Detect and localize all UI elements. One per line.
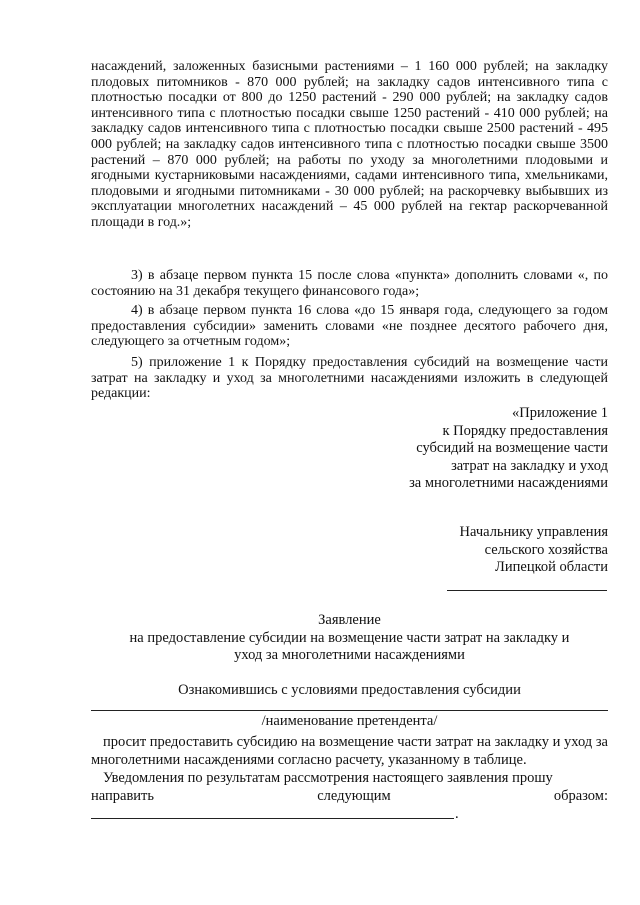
- appendix-header: [409, 405, 608, 493]
- title-line-3: уход за многолетними насаждениями: [234, 647, 465, 663]
- request-text: просит предоставить субсидию на возмещение части затрат на закладку и уход за многолетними насаждениями согласно расчету, указанному в таблице.: [91, 734, 608, 768]
- addressee-block: [460, 524, 608, 577]
- appendix-line-4: затрат на закладку и уход: [451, 457, 608, 474]
- paragraph-item-5: 5) приложение 1 к Порядку предоставления субсидий на возмещение части затрат на закладку и уход за многолетними насаждениями изложить в следующей редакции:: [91, 355, 608, 402]
- paragraph-subsidy-rates: насаждений, заложенных базисными растениями – 1 160 000 рублей; на закладку плодовых питомников - 870 000 рублей; на закладку садов интенсивного типа с плотностью посадки от 800 до 1250 растений - 290 000 рублей; на закладку садов интенсивного типа с плотностью посадки свыше 1250 растений - 410 000 рублей; на закладку садов интенсивного типа с плотностью посадки свыше 2500 растений - 495 000 рублей; на закладку садов интенсивного типа с плотностью посадки свыше 3500 растений – 870 000 рублей; на работы по уходу за многолетними плодовыми и ягодными кустарниковыми насаждениями, садами интенсивного типа, хмельниками, плодовыми и ягодными питомниками - 30 000 рублей; на раскорчевку выбывших из эксплуатации многолетних насаждений – 45 000 рублей на гектар раскорчеванной площади в год.»;: [91, 59, 608, 230]
- form-intro: Ознакомившись с условиями предоставления субсидии: [178, 682, 521, 698]
- document-title: [91, 612, 608, 665]
- addressee-line-1: Начальнику управления: [459, 524, 608, 540]
- appendix-line-2: к Порядку предоставления: [442, 422, 608, 439]
- addressee-line-3: Липецкой области: [495, 559, 608, 575]
- title-line-2: на предоставление субсидии на возмещение части затрат на закладку и: [129, 629, 570, 646]
- notification-text: Уведомления по результатам рассмотрения настоящего заявления прошу: [103, 770, 553, 786]
- appendix-line-5: за многолетними насаждениями: [409, 475, 608, 491]
- notify-word-3: образом:: [553, 788, 608, 804]
- notification-method-field[interactable]: [91, 818, 454, 819]
- notification-line-2: [91, 788, 608, 805]
- notify-word-1: направить: [91, 788, 155, 804]
- appendix-line-3: субсидий на возмещение части: [416, 440, 608, 456]
- title-line-1: Заявление: [318, 612, 381, 628]
- applicant-caption: /наименование претендента/: [261, 713, 438, 729]
- paragraph-item-3: 3) в абзаце первом пункта 15 после слова «пункта» дополнить словами «, по состоянию на 31 декабря текущего финансового года»;: [91, 268, 608, 299]
- notify-word-2: следующим: [317, 788, 391, 804]
- end-period: .: [455, 806, 459, 822]
- paragraph-item-4: 4) в абзаце первом пункта 16 слова «до 15 января года, следующего за годом предоставления субсидии» заменить словами «не позднее десятого рабочего дня, следующего за отчетным годом»;: [91, 303, 608, 350]
- appendix-line-1: «Приложение 1: [512, 405, 608, 421]
- addressee-signature-line: [447, 590, 607, 591]
- applicant-name-field[interactable]: [91, 710, 608, 711]
- addressee-line-2: сельского хозяйства: [484, 541, 608, 558]
